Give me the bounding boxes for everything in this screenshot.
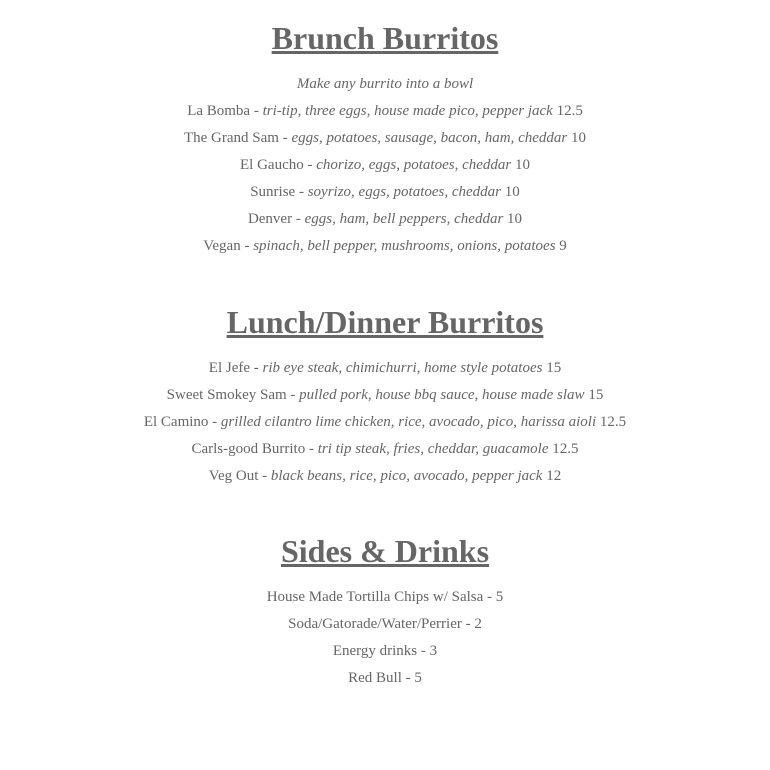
item-price: 10: [501, 184, 520, 200]
brunch-section: [0, 19, 770, 260]
item-price: 12: [542, 468, 562, 484]
item-description: rib eye steak, chimichurri, home style potatoes: [262, 360, 543, 376]
item-price: 12.5: [548, 441, 579, 457]
menu-item-energy-drinks: Energy drinks - 3: [332, 643, 438, 659]
menu-item-denver: [0, 206, 770, 233]
menu-item-veg-out: [0, 463, 770, 490]
item-description: soyrizo, eggs, potatoes, cheddar: [307, 184, 502, 200]
item-description: black beans, rice, pico, avocado, pepper jack: [270, 468, 543, 484]
item-price: 9: [555, 238, 567, 254]
item-name: Carls-good Burrito -: [191, 441, 318, 457]
item-price: 10: [511, 157, 530, 173]
item-name: El Camino -: [143, 414, 221, 430]
item-name: La Bomba -: [187, 103, 263, 119]
item-description: tri-tip, three eggs, house made pico, pepper jack: [262, 103, 553, 119]
item-price: 15: [542, 360, 562, 376]
brunch-items: [0, 71, 770, 260]
item-name: Vegan -: [203, 238, 254, 254]
lunch-dinner-items: [0, 355, 770, 490]
menu-item-chips-salsa: House Made Tortilla Chips w/ Salsa - 5: [266, 589, 504, 605]
sides-drinks-items: [0, 584, 770, 692]
item-price: 12.5: [596, 414, 627, 430]
lunch-dinner-title: Lunch/Dinner Burritos: [226, 304, 544, 340]
item-price: 10: [503, 211, 523, 227]
item-name: El Gaucho -: [240, 157, 317, 173]
menu-item-la-bomba: [0, 98, 770, 125]
item-price: 15: [584, 387, 604, 403]
item-description: grilled cilantro lime chicken, rice, avocado, pico, harissa aioli: [220, 414, 597, 430]
item-price: 10: [567, 130, 587, 146]
item-description: pulled pork, house bbq sauce, house made slaw: [299, 387, 585, 403]
item-description: eggs, potatoes, sausage, bacon, ham, cheddar: [291, 130, 568, 146]
bowl-note: Make any burrito into a bowl: [296, 76, 474, 92]
item-price: 12.5: [552, 103, 583, 119]
menu-item-sunrise: [0, 179, 770, 206]
item-name: Veg Out -: [208, 468, 271, 484]
menu-item-el-camino: [0, 409, 770, 436]
menu-item-soda: Soda/Gatorade/Water/Perrier - 2: [288, 616, 482, 632]
item-name: Sunrise -: [250, 184, 308, 200]
lunch-dinner-section: [0, 303, 770, 490]
item-description: spinach, bell pepper, mushrooms, onions, potatoes: [253, 238, 556, 254]
menu-item-carls-good-burrito: [0, 436, 770, 463]
menu-item-grand-sam: [0, 125, 770, 152]
brunch-title: Brunch Burritos: [271, 20, 499, 56]
item-name: El Jefe -: [208, 360, 263, 376]
item-name: Sweet Smokey Sam -: [166, 387, 300, 403]
item-description: eggs, ham, bell peppers, cheddar: [304, 211, 504, 227]
menu-item-red-bull: Red Bull - 5: [348, 670, 422, 686]
item-name: The Grand Sam -: [183, 130, 292, 146]
item-description: tri tip steak, fries, cheddar, guacamole: [317, 441, 549, 457]
menu-item-el-gaucho: [0, 152, 770, 179]
item-description: chorizo, eggs, potatoes, cheddar: [316, 157, 512, 173]
menu-item-sweet-smokey-sam: [0, 382, 770, 409]
menu-item-vegan: [0, 233, 770, 260]
sides-drinks-section: [0, 532, 770, 692]
item-name: Denver -: [247, 211, 305, 227]
sides-drinks-title: Sides & Drinks: [280, 533, 490, 569]
menu-item-el-jefe: [0, 355, 770, 382]
